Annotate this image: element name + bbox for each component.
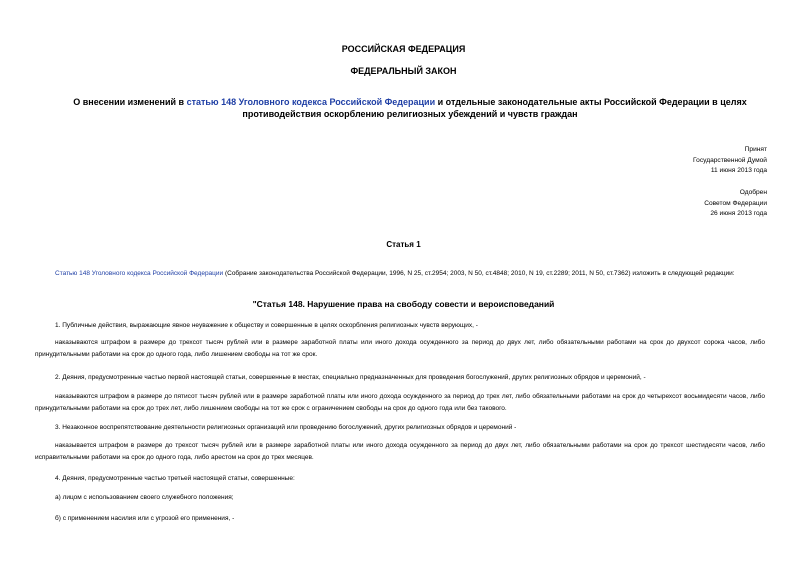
paragraph: наказываются штрафом в размере до трехсот тысяч рублей или в размере заработной платы или иного дохода осужденного за период до двух лет, либо обязательными работами на срок до двухсот сорока часов, либо принудительными работами на срок до одного года, либо лишением свободы на тот же срок. — [35, 339, 765, 358]
approved-body: Советом Федерации — [704, 199, 767, 207]
accepted-label: Принят — [744, 146, 767, 153]
paragraph: 2. Деяния, предусмотренные частью первой настоящей статьи, совершенные в местах, специально предназначенных для проведения богослужений, других религиозных обрядов и церемоний, - — [55, 374, 646, 381]
paragraph: 4. Деяния, предусмотренные частью третьей настоящей статьи, совершенные: — [55, 475, 295, 482]
article-1-body: (Собрание законодательства Российской Федерации, 1996, N 25, ст.2954; 2003, N 50, ст.4848; 2010, N 19, ст.2289; 2011, N 50, ст.7362) изложить в следующей редакции: — [223, 270, 735, 277]
adoption-council — [704, 188, 767, 220]
paragraph: 1. Публичные действия, выражающие явное неуважение к обществу и совершенные в целях оскорбления религиозных чувств верующих, - — [55, 322, 478, 329]
paragraph: наказывается штрафом в размере до трехсот тысяч рублей или в размере заработной платы или иного дохода осужденного за период до двух лет, либо обязательными работами на срок до трехсот шестидесяти часов, либо исправительными работами на срок до одного года, либо арестом на срок до трех месяцев. — [35, 442, 765, 461]
title-prefix: О внесении изменений в — [73, 97, 187, 107]
article-1-link[interactable]: Статью 148 Уголовного кодекса Российской Федерации — [55, 270, 224, 277]
accepted-body: Государственной Думой — [693, 156, 767, 164]
title-article-link[interactable]: статью 148 Уголовного кодекса Российской Федерации — [186, 97, 436, 107]
adoption-duma — [693, 145, 767, 177]
title-suffix: и отдельные законодательные акты Российской Федерации в целях противодействия оскорблению религиозных убеждений и чувств граждан — [242, 97, 747, 119]
article-1-text — [35, 268, 765, 280]
law-type-heading: ФЕДЕРАЛЬНЫЙ ЗАКОН — [350, 66, 457, 76]
law-title — [55, 96, 765, 120]
approved-label: Одобрен — [739, 189, 767, 196]
approved-date: 26 июня 2013 года — [710, 210, 767, 217]
article-1-heading: Статья 1 — [386, 240, 421, 249]
article-148-heading: "Статья 148. Нарушение права на свободу совести и вероисповеданий — [252, 299, 555, 309]
country-heading: РОССИЙСКАЯ ФЕДЕРАЦИЯ — [341, 44, 466, 54]
paragraph: а) лицом с использованием своего служебного положения; — [55, 494, 234, 501]
accepted-date: 11 июня 2013 года — [710, 167, 767, 174]
paragraph: 3. Незаконное воспрепятствование деятельности религиозных организаций или проведению богослужений, других религиозных обрядов и церемоний - — [55, 424, 517, 431]
paragraph: б) с применением насилия или с угрозой его применения, - — [55, 515, 235, 522]
paragraph: наказываются штрафом в размере до пятисот тысяч рублей или в размере заработной платы или иного дохода осужденного за период до трех лет, либо обязательными работами на срок до четырехсот восьмидесяти часов, либо принудительными работами на срок до трех лет, либо лишением свободы на тот же срок с ограничением свободы на срок до одного года или без такового. — [35, 393, 765, 412]
